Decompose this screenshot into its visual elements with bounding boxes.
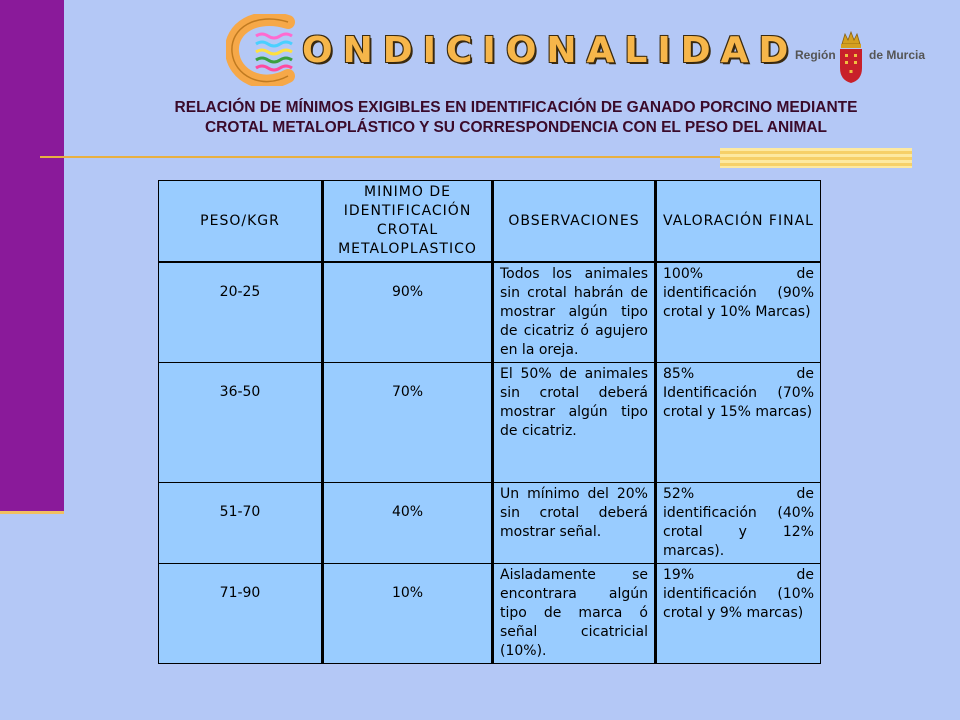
left-accent-bar bbox=[0, 0, 64, 512]
region-label-left: Región bbox=[795, 48, 836, 62]
header-observaciones: OBSERVACIONES bbox=[493, 181, 656, 263]
cell-valoracion: 100% de identificación (90% crotal y 10% Marcas) bbox=[656, 262, 821, 363]
header-minimo: MINIMO DE IDENTIFICACIÓN CROTAL METALOPLASTICO bbox=[323, 181, 493, 263]
cell-observaciones: El 50% de animales sin crotal deberá mostrar algún tipo de cicatriz. bbox=[493, 363, 656, 483]
cell-peso: 71-90 bbox=[159, 564, 323, 664]
cell-peso: 20-25 bbox=[159, 262, 323, 363]
cell-peso: 36-50 bbox=[159, 363, 323, 483]
header-valoracion: VALORACIÓN FINAL bbox=[656, 181, 821, 263]
cell-valoracion: 85% de Identificación (70% crotal y 15% marcas) bbox=[656, 363, 821, 483]
logo-wordmark: ONDICIONALIDAD bbox=[302, 30, 799, 71]
cell-observaciones: Un mínimo del 20% sin crotal deberá mostrar señal. bbox=[493, 483, 656, 564]
cell-minimo: 40% bbox=[323, 483, 493, 564]
left-accent-underline bbox=[0, 511, 64, 514]
title-line-1: RELACIÓN DE MÍNIMOS EXIGIBLES EN IDENTIFICACIÓN DE GANADO PORCINO MEDIANTE bbox=[174, 99, 858, 116]
logo-c-mark bbox=[226, 14, 306, 86]
table-row bbox=[159, 363, 821, 483]
cell-minimo: 10% bbox=[323, 564, 493, 664]
table-row bbox=[159, 483, 821, 564]
cell-minimo: 70% bbox=[323, 363, 493, 483]
title-line-2: CROTAL METALOPLÁSTICO Y SU CORRESPONDENCIA CON EL PESO DEL ANIMAL bbox=[204, 119, 828, 136]
identification-table bbox=[158, 180, 821, 664]
cell-valoracion: 52% de identificación (40% crotal y 12% marcas). bbox=[656, 483, 821, 564]
cell-minimo: 90% bbox=[323, 262, 493, 363]
region-label-right: de Murcia bbox=[869, 48, 926, 62]
condicionalidad-logo bbox=[226, 14, 799, 86]
table-row bbox=[159, 564, 821, 664]
table-header-row bbox=[159, 181, 821, 263]
cell-peso: 51-70 bbox=[159, 483, 323, 564]
slide-title bbox=[96, 98, 936, 138]
table-row bbox=[159, 262, 821, 363]
cell-observaciones: Aisladamente se encontrara algún tipo de marca ó señal cicatricial (10%). bbox=[493, 564, 656, 664]
header-peso: PESO/KGR bbox=[159, 181, 323, 263]
cell-valoracion: 19% de identificación (10% crotal y 9% marcas) bbox=[656, 564, 821, 664]
cell-observaciones: Todos los animales sin crotal habrán de mostrar algún tipo de cicatriz ó agujero en la oreja. bbox=[493, 262, 656, 363]
title-divider-band bbox=[720, 148, 912, 168]
region-de-murcia-logo bbox=[793, 30, 933, 84]
murcia-crest-icon bbox=[837, 30, 865, 84]
